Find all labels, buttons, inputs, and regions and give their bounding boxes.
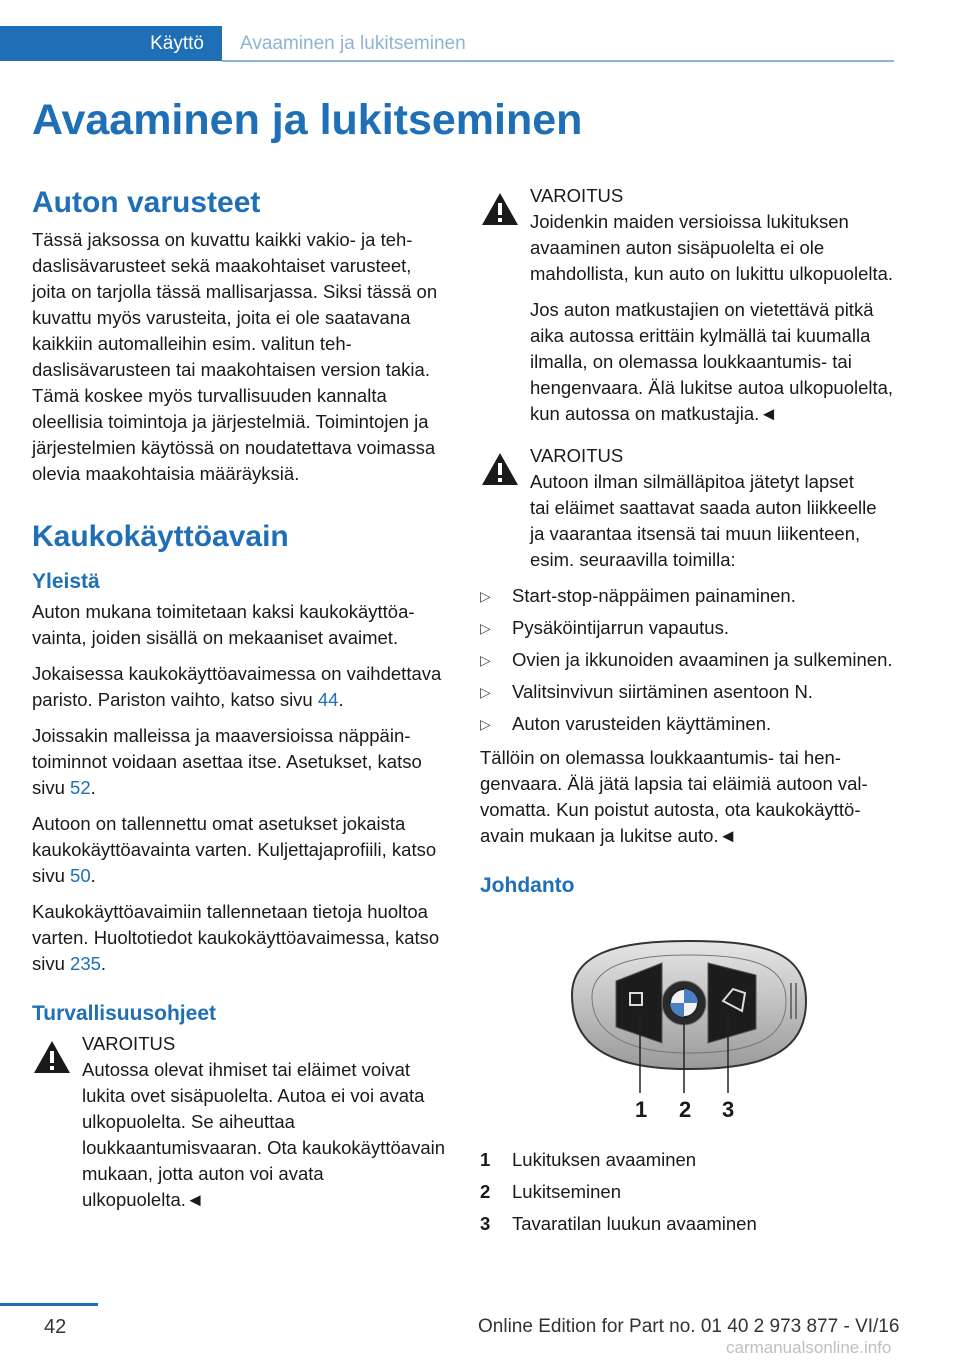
page-link-50[interactable]: 50 (70, 865, 91, 886)
triangle-bullet-icon: ▷ (480, 684, 491, 700)
warning-2-text: avaaminen auton sisäpuolelta ei ole mahdollista, kun auto on lukittu ulkopuolelta. (530, 237, 894, 284)
heading-safety: Turvallisuusohjeet (32, 1002, 216, 1025)
figure-label-1: 1 (635, 1097, 648, 1122)
remote-key-figure (558, 923, 818, 1133)
end-mark: ◄ (718, 825, 737, 846)
paragraph-equipment: Tässä jaksossa on kuvattu kaikki vakio- ja tehdaslisävarusteet sekä maakohtaiset varusteet, joita on tarjolla tässä mallisarjassa. Siksi tässä on kuvattu myös varusteita, joita ei ole saatavana kaikkiin automalleihin esim. valitun tehdaslisävarusteen tai maakohtaisen version takia. Tämä koskee myös turvallisuuden kannalta oleellisia toimintoja ja järjestelmiä. Toimintojen ja järjestelmien käytössä on noudatettava voimassa olevia maakohtaisia määräyksiä. (32, 229, 438, 484)
end-mark: ◄ (759, 403, 778, 424)
figure-label-3: 3 (722, 1097, 735, 1122)
legend-row: 2 Lukitseminen (480, 1181, 622, 1202)
list-item: ▷ Valitsinvivun siirtäminen asentoon N. (480, 679, 896, 705)
bullet-list (480, 583, 896, 737)
paragraph-driver-profile: Autoon on tallennettu omat asetukset jokaista kaukokäyttöavainta varten. Kuljettajaprofiili, katso sivu 50. (32, 813, 437, 886)
right-column (480, 183, 896, 1243)
page-link-52[interactable]: 52 (70, 777, 91, 798)
paragraph-battery: Jokaisessa kaukokäyttöavaimessa on vaihdettava paristo. Pariston vaihto, katso sivu 44. (32, 663, 442, 710)
list-item: ▷ Auton varusteiden käyttäminen. (480, 711, 896, 737)
paragraph-settings: Joissakin malleissa ja maaversioissa näppäintoiminnot voidaan asettaa itse. Asetukset, katso sivu 52. (32, 725, 422, 798)
header-section-tab (0, 26, 222, 61)
heading-general: Yleistä (32, 570, 100, 593)
heading-intro: Johdanto (480, 874, 575, 897)
page-title: Avaaminen ja lukitseminen (32, 96, 583, 144)
heading-remote-key: Kaukokäyttöavain (32, 520, 289, 553)
warning-block-1 (32, 1031, 448, 1213)
triangle-bullet-icon: ▷ (480, 620, 491, 636)
list-item: ▷ Pysäköintijarrun vapautus. (480, 615, 896, 641)
watermark: carmanualsonline.info (726, 1338, 892, 1357)
warning-label: VAROITUS (82, 1033, 176, 1054)
header-rule (222, 60, 894, 62)
heading-equipment: Auton varusteet (32, 186, 261, 219)
triangle-bullet-icon: ▷ (480, 716, 491, 732)
warning-block-3 (480, 443, 896, 573)
legend-row: 1 Lukituksen avaaminen (480, 1149, 697, 1170)
header-section-label: Käyttö (150, 32, 204, 54)
warning-3-text: tai eläimet saattavat saada auton liikkeelle ja vaarantaa itsensä tai muun liikenteen, esim. seuraavilla toimilla: (530, 497, 877, 570)
left-column (32, 183, 448, 1223)
paragraph-service-data: Kaukokäyttöavaimiin tallennetaan tietoja huoltoa varten. Huoltotiedot kaukokäyttöavaimessa, katso sivu 235. (32, 901, 440, 974)
page-link-44[interactable]: 44 (317, 689, 339, 710)
warning-triangle-icon (32, 1039, 72, 1075)
legend-row: 3 Tavaratilan luukun avaaminen (480, 1213, 757, 1234)
warning-3-paragraph: Tällöin on olemassa loukkaantumis- tai hengenvaara. Älä jätä lapsia tai eläimiä autoon valvomatta. Kun poistut autosta, ota kaukokäyttöavain mukaan ja lukitse auto.◄ (480, 747, 868, 846)
paragraph-general-1: Auton mukana toimitetaan kaksi kaukokäyttöavainta, joiden sisällä on mekaaniset avaimet. (32, 601, 415, 648)
figure-legend (480, 1147, 896, 1237)
figure-label-2: 2 (679, 1097, 692, 1122)
warning-2-lead: Joidenkin maiden versioissa lukituksen (530, 211, 849, 232)
footer-rule (0, 1303, 98, 1306)
warning-triangle-icon (480, 191, 520, 227)
page-number: 42 (44, 1316, 67, 1338)
warning-2-paragraph: Jos auton matkustajien on vietettävä pitkä aika autossa erittäin kylmällä tai kuumalla ilmalla, on olemassa loukkaantumis- tai hengenvaara. Älä lukitse autoa ulkopuolelta, kun autossa on matkustajia.◄ (530, 299, 894, 424)
page-link-235[interactable]: 235 (70, 953, 101, 974)
warning-1-text: lukita ovet sisäpuolelta. Autoa ei voi avata ulkopuolelta. Se aiheuttaa loukkaantumisvaaran. Ota kaukokäyttöavain mukaan, jotta auton voi avata ulkopuolelta.◄ (82, 1085, 446, 1210)
warning-3-lead: Autoon ilman silmälläpitoa jätetyt lapset (530, 471, 854, 492)
header-chapter-title: Avaaminen ja lukitseminen (240, 32, 466, 54)
warning-1-lead: Autossa olevat ihmiset tai eläimet voivat (82, 1059, 411, 1080)
warning-label: VAROITUS (530, 185, 624, 206)
footer-edition: Online Edition for Part no. 01 40 2 973 877 - VI/16 (478, 1316, 900, 1337)
warning-label: VAROITUS (530, 445, 624, 466)
list-item: ▷ Ovien ja ikkunoiden avaaminen ja sulkeminen. (480, 647, 896, 673)
triangle-bullet-icon: ▷ (480, 588, 491, 604)
triangle-bullet-icon: ▷ (480, 652, 491, 668)
warning-block-2 (480, 183, 896, 427)
warning-triangle-icon (480, 451, 520, 487)
end-mark: ◄ (185, 1189, 205, 1210)
list-item: ▷ Start-stop-näppäimen painaminen. (480, 583, 896, 609)
